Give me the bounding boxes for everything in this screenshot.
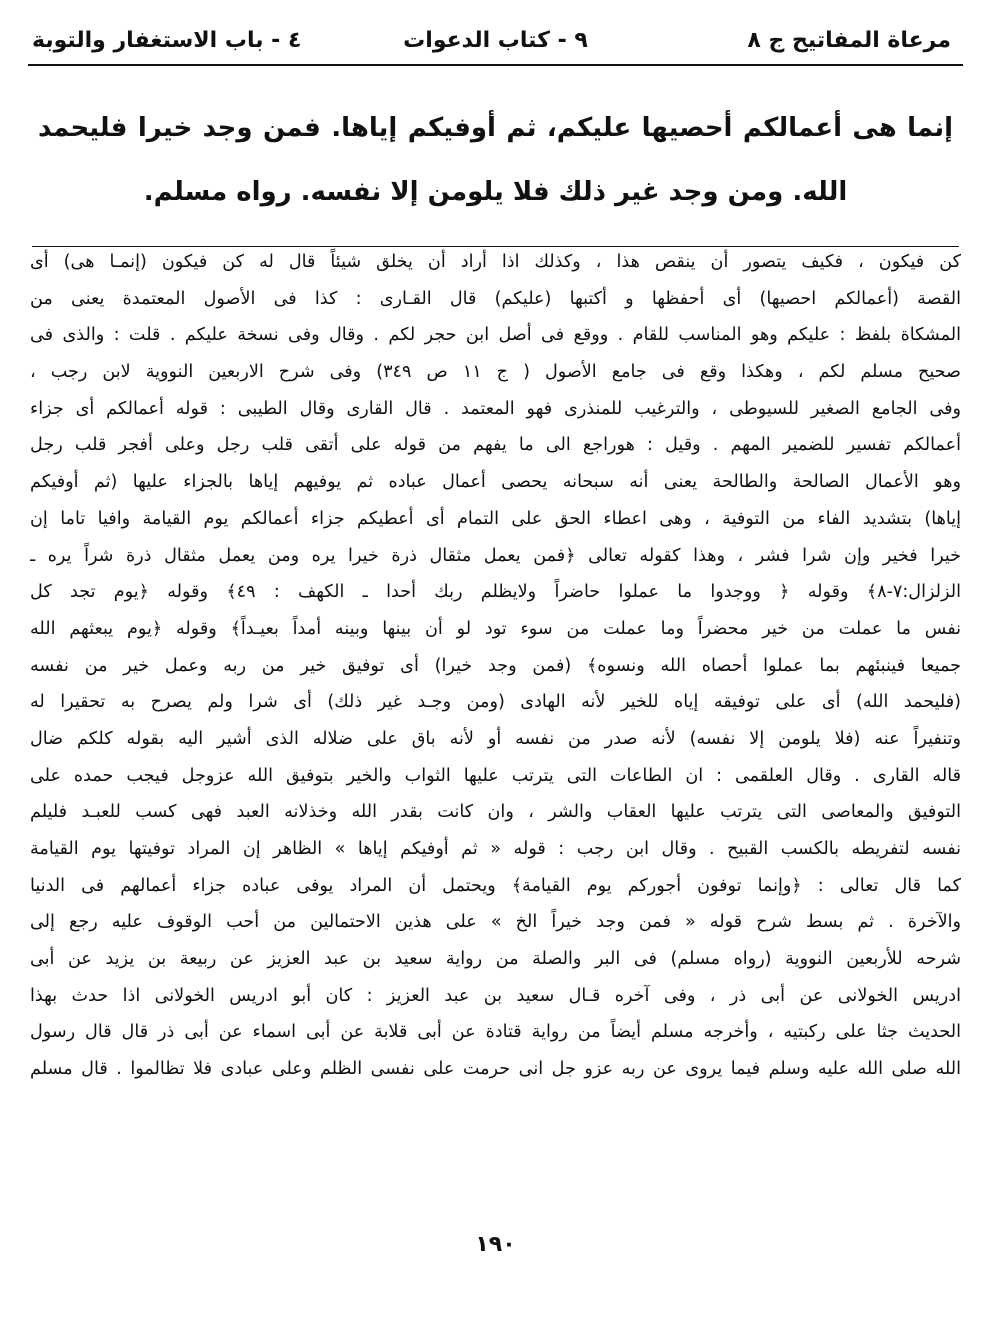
commentary-line: نفسه لتفريطه بالكسب القبيح . وقال ابن رجب : قوله « ثم أوفيكم إياها » الظاهر إن المراد توفيتها يوم القيامة <box>30 839 961 859</box>
commentary-body <box>30 244 961 1088</box>
commentary-line: الله صلى الله عليه وسلم فيما يروى عن ربه عزو جل انى حرمت على نفسى الظلم وعلى عبادى فلا تظالموا . قال مسلم <box>30 1059 961 1080</box>
commentary-line: ادريس الخولانى عن أبى ذر ، وفى آخره قـال سعيد بن عبد العزيز : كان أبو ادريس الخولانى اذا حدث بهذا <box>30 985 961 1006</box>
commentary-line: وفى الجامع الصغير للسيوطى ، والترغيب للمنذرى فهو المعتمد . قال القارى وقال الطيبى : قوله أعمالكم أى جزاء <box>30 398 961 419</box>
header-bab: ٤ - باب الاستغفار والتوبة <box>32 28 302 53</box>
commentary-line: وهو الأعمال الصالحة والطالحة يعنى أنه سبحانه يحصى أعمال عباده ثم يوفيهم إياها بالجزاء عليها (ثم أوفيكم <box>30 472 961 493</box>
running-header <box>28 24 963 68</box>
header-book-title: مرعاة المفاتيح ج ٨ <box>747 28 951 53</box>
commentary-line: المشكاة بلفظ : عليكم وهو المناسب للقام . ووقع فى أصل ابن حجر لكم . وقال وفى نسخة عليكم . قلت : والذى فى <box>30 325 961 346</box>
commentary-line: كما قال تعالى : ﴿وإنما توفون أجوركم يوم القيامة﴾ ويحتمل أن المراد يوفى عباده جزاء أعمالهم فى الدنيا <box>30 875 961 896</box>
commentary-line: الزلزال:٧-٨﴾ وقوله ﴿ ووجدوا ما عملوا حاضراً ولايظلم ربك أحدا ـ الكهف : ٤٩﴾ وقوله ﴿يوم تجد كل <box>30 582 961 603</box>
page-number: ١٩٠ <box>475 1232 516 1257</box>
commentary-line: كن فيكون ، فكيف يتصور أن ينقص هذا ، وكذلك اذا أراد أن يخلق شيئاً قال له كن فيكون (إنمـا هى) أى <box>30 252 961 272</box>
commentary-line: أعمالكم تفسير للضمير المهم . وقيل : هوراجع الى ما يفهم من قوله على أتقى قلب رجل وعلى أفجر قلب رجل <box>30 435 961 456</box>
commentary-line: (فليحمد الله) أى على توفيقه إياه للخير لأنه الهادى (ومن وجـد غير ذلك) أى شرا ولم يصرح به تحقيرا له <box>30 692 961 713</box>
hadith-text: إنما هى أعمالكم أحصيها عليكم، ثم أوفيكم إياها. فمن وجد خيرا فليحمد الله. ومن وجد غير ذلك فلا يلومن إلا نفسه. رواه مسلم. <box>38 113 953 207</box>
commentary-line: وتنفيراً عنه (فلا يلومن إلا نفسه) لأنه صدر من نفسه أو لأنه باق على ضلاله الذى أشير اليه بقوله كلكم ضال <box>30 728 961 749</box>
commentary-line: صحيح مسلم لكم ، وهكذا وقع فى جامع الأصول ( ج ١١ ص ٣٤٩) وفى شرح الاربعين النووية لابن رجب ، <box>30 362 961 383</box>
commentary-line: جميعا فينبئهم بما عملوا أحصاه الله ونسوه﴾ (فمن وجد خيرا) أى توفيق خير من ربه وعمل خير من نفسه <box>30 655 961 676</box>
commentary-line: الحديث جثا على ركبتيه ، وأخرجه مسلم أيضاً من رواية قتادة عن أبى قلابة عن أبى اسماء عن أبى ذر قال قال رسول <box>30 1022 961 1043</box>
header-kitab: ٩ - كتاب الدعوات <box>403 28 588 53</box>
commentary-line: قاله القارى . وقال العلقمى : ان الطاعات التى يترتب عليها الثواب والخير بتوفيق الله عزوجل فيجب حمده على <box>30 765 961 786</box>
header-divider <box>28 64 963 66</box>
commentary-line: التوفيق والمعاصى التى يترتب عليها العقاب والشر ، وان كانت بقدر الله وخذلانه العبد فهى كسب للعبـد فليلم <box>30 802 961 823</box>
commentary-line: إياها) بتشديد الفاء من التوفية ، وهى اعطاء الحق على التمام أى أعطيكم جزاء أعمالكم يوم القيامة وافيا تاما إن <box>30 508 961 529</box>
commentary-line: والآخرة . ثم بسط شرح قوله « فمن وجد خيراً الخ » على هذين الاحتمالين من أحب الوقوف عليه رجع إلى <box>30 912 961 933</box>
commentary-line: خيرا فخير وإن شرا فشر ، وهذا كقوله تعالى ﴿فمن يعمل مثقال ذرة خيرا يره ومن يعمل مثقال ذرة شراً يره ـ <box>30 545 961 566</box>
commentary-line: شرحه للأربعين النووية (رواه مسلم) فى البر والصلة من رواية سعيد بن عبد العزيز عن ربيعة بن يزيد عن أبى <box>30 949 961 970</box>
commentary-line: القصة (أعمالكم احصيها) أى أحفظها و أكتبها (عليكم) قال القـارى : كذا فى الأصول المعتمدة يعنى من <box>30 288 961 309</box>
commentary-line: نفس ما عملت من خير محضراً وما عملت من سوء تود لو أن بينها وبينه أمداً بعيـداً﴾ وقوله ﴿يوم يبعثهم الله <box>30 618 961 639</box>
